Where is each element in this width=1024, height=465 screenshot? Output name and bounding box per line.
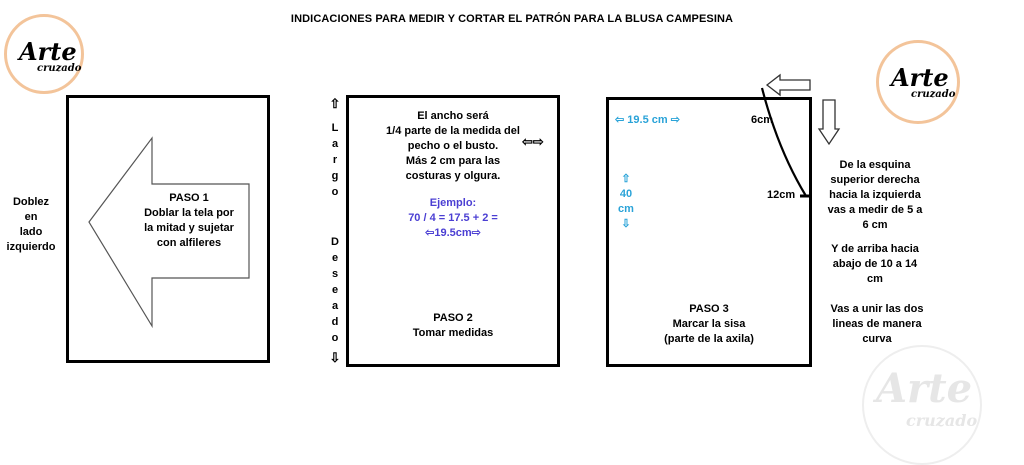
note-line: De la esquina [839, 159, 911, 171]
right-note-3 [815, 302, 939, 347]
vertical-letter: a [331, 300, 339, 312]
up-arrow-icon: ⇧ [621, 173, 631, 185]
note-line: hacia la izquierda [829, 189, 921, 201]
step1-heading: PASO 1 [169, 192, 209, 204]
down-arrow-icon: ⇩ [621, 218, 631, 230]
step3-line: (parte de la axila) [664, 333, 754, 345]
vertical-letter: L [331, 122, 339, 134]
step1-line: la mitad y sujetar [144, 222, 234, 234]
mark-6cm: 6cm [751, 114, 774, 126]
note-line: abajo de 10 a 14 [832, 258, 918, 270]
note-line: superior derecha [830, 174, 920, 186]
logo-watermark-main: Arte [876, 365, 973, 412]
step2-subtitle: Tomar medidas [412, 327, 494, 339]
fold-note-line: lado [19, 226, 43, 238]
vertical-letter: a [331, 138, 339, 150]
logo-sub-text: cruzado [37, 63, 82, 74]
vertical-letter: D [331, 236, 339, 248]
right-note-2 [815, 242, 935, 287]
up-arrow-icon: ⇧ [329, 96, 341, 111]
right-note-1 [815, 158, 935, 233]
vertical-letter: e [331, 284, 339, 296]
step2-heading: PASO 2 [433, 312, 473, 324]
step3-heading: PASO 3 [689, 303, 729, 315]
left-arrow-icon: ⇦ [615, 114, 625, 126]
height-label-value: 40 [619, 188, 633, 200]
note-line: 6 cm [862, 219, 888, 231]
example-result: ⇦19.5cm⇨ [425, 227, 481, 239]
down-arrow-icon: ⇩ [329, 350, 341, 365]
example-title: Ejemplo: [429, 197, 477, 209]
vertical-letter: o [331, 332, 339, 344]
logo-sub-text: cruzado [911, 89, 956, 100]
mark-12cm: 12cm [767, 189, 796, 201]
vertical-letter: g [331, 170, 339, 182]
vertical-letter: o [331, 186, 339, 198]
step1-line: con alfileres [156, 237, 222, 249]
fold-note-line: en [24, 211, 38, 223]
height-label-unit: cm [618, 203, 634, 215]
note-line: Vas a unir las dos [830, 303, 924, 315]
step2-line: 1/4 parte de la medida del [386, 125, 520, 137]
logo-main-text: Arte [19, 37, 77, 66]
page-title: INDICACIONES PARA MEDIR Y CORTAR EL PATRÓN PARA LA BLUSA CAMPESINA [290, 13, 734, 25]
logo-watermark-sub: cruzado [906, 411, 978, 430]
note-line: vas a medir de 5 a [827, 204, 923, 216]
vertical-letter: d [331, 316, 339, 328]
note-line: cm [867, 273, 883, 285]
step2-line: Más 2 cm para las [405, 155, 501, 167]
example-formula: 70 / 4 = 17.5 + 2 = [408, 212, 498, 224]
step2-line: pecho o el busto. [407, 140, 499, 152]
vertical-letter: s [331, 268, 339, 280]
fold-note-line: Doblez [12, 196, 50, 208]
vertical-letter: e [331, 252, 339, 264]
note-line: curva [862, 333, 892, 345]
big-left-arrow-icon [766, 74, 812, 96]
width-label: 19.5 cm [627, 114, 668, 126]
fold-note-line: izquierdo [6, 241, 56, 253]
right-arrow-icon: ⇨ [670, 114, 680, 126]
width-arrow-icon: ⇦⇨ [522, 134, 544, 149]
step3-line: Marcar la sisa [672, 318, 746, 330]
step1-line: Doblar la tela por [144, 207, 234, 219]
vertical-letter: r [332, 154, 338, 166]
note-line: Y de arriba hacia [831, 243, 919, 255]
big-down-arrow-icon [818, 99, 840, 145]
step2-line: costuras y olgura. [405, 170, 501, 182]
logo-main-text: Arte [891, 63, 949, 92]
note-line: lineas de manera [832, 318, 922, 330]
step2-line: El ancho será [417, 110, 489, 122]
